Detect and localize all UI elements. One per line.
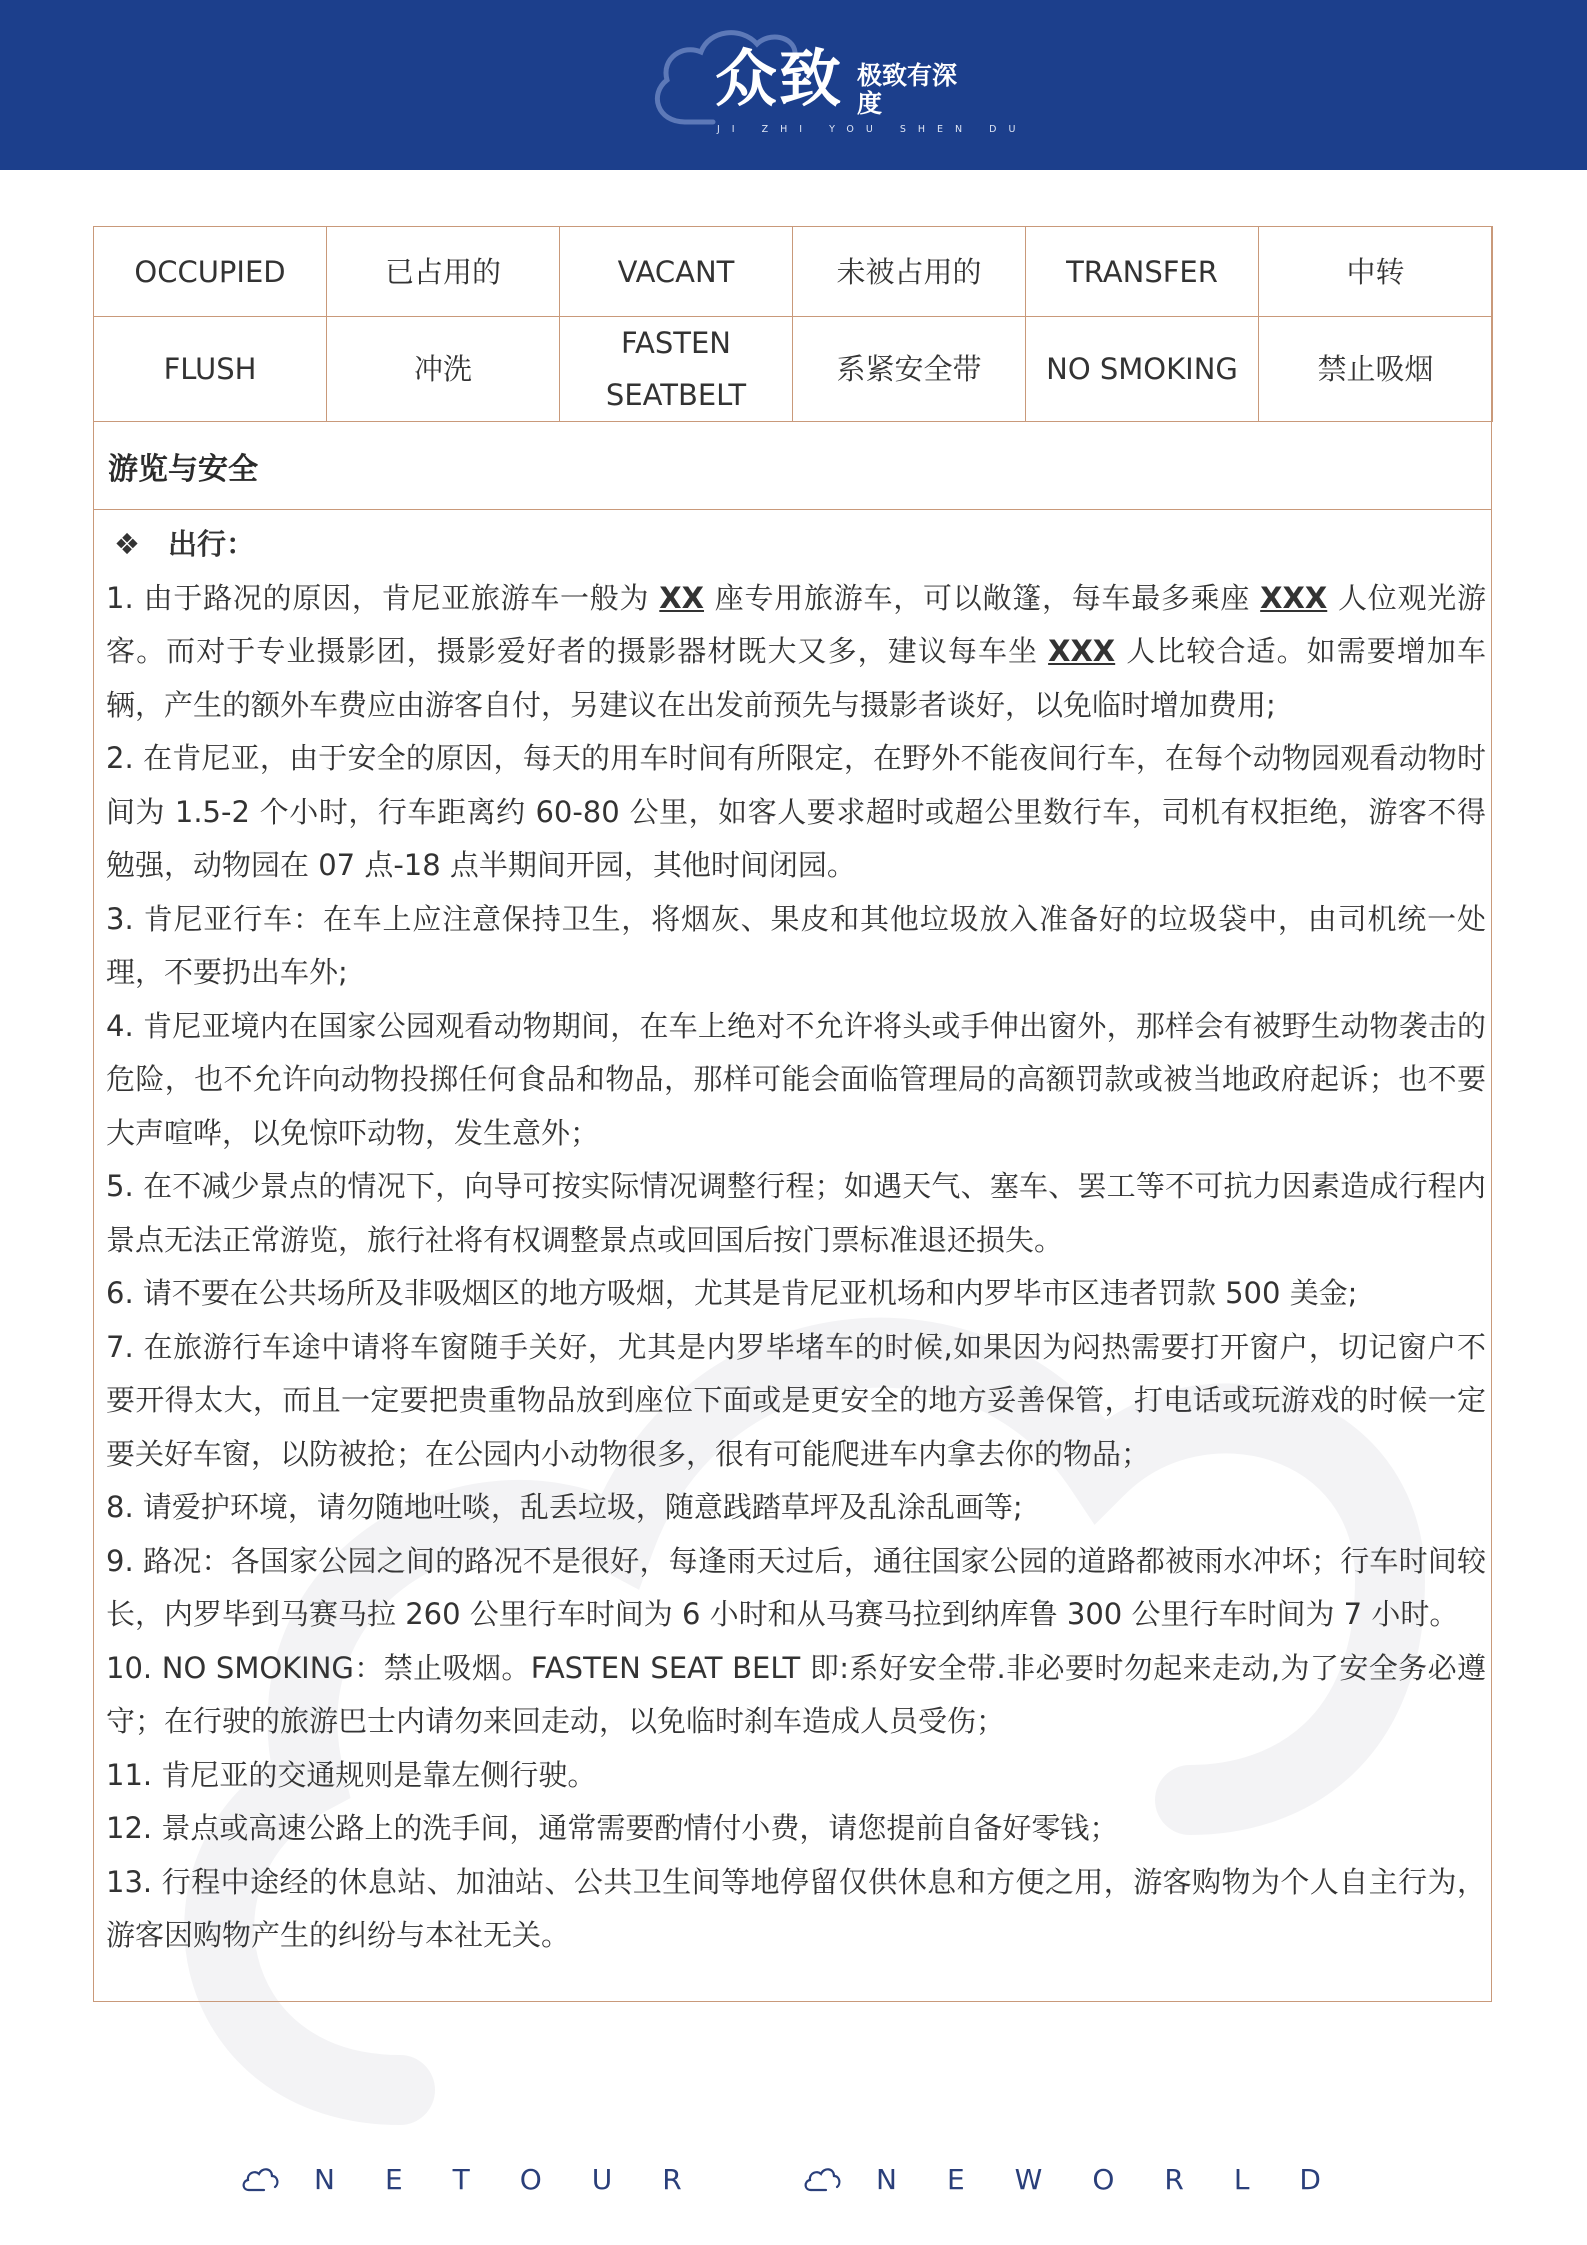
list-item: 13. 行程中途经的休息站、加油站、公共卫生间等地停留仅供休息和方便之用，游客购物为个人自主行为，游客因购物产生的纠纷与本社无关。: [106, 1864, 1486, 1952]
footer-text-left: NETOUR: [314, 2163, 732, 2196]
list-item: 7. 在旅游行车途中请将车窗随手关好，尤其是内罗毕堵车的时候,如果因为闷热需要打开窗户，切记窗户不要开得太大，而且一定要把贵重物品放到座位下面或是更安全的地方妥善保管，打电话或玩游戏的时候一定要关好车窗，以防被抢；在公园内小动物很多，很有可能爬进车内拿去你的物品；: [106, 1329, 1486, 1471]
text-run: 人位观光游客。而对于专业摄影团，摄影爱好者的摄影器材既大又多，建议每车坐: [106, 580, 1486, 668]
brand-name: 众致: [715, 42, 844, 115]
text-run: 1. 由于路况的原因，肯尼亚旅游车一般为: [106, 580, 650, 615]
table-row: [94, 317, 1493, 422]
list-item: [106, 572, 1486, 733]
table-row: [94, 227, 1493, 317]
list-item: 3. 肯尼亚行车：在车上应注意保持卫生，将烟灰、果皮和其他垃圾放入准备好的垃圾袋中，由司机统一处理，不要扔出车外;: [106, 901, 1486, 989]
blank-field: XXX: [1260, 580, 1328, 615]
table-cell: FASTEN SEATBELT: [560, 317, 793, 422]
glossary-table: [93, 226, 1493, 422]
table-cell: 冲洗: [327, 317, 560, 422]
page-footer: [240, 2160, 1400, 2200]
list-item: 5. 在不减少景点的情况下，向导可按实际情况调整行程；如遇天气、塞车、罢工等不可抗力因素造成行程内景点无法正常游览，旅行社将有权调整景点或回国后按门票标准退还损失。: [106, 1169, 1486, 1257]
brand-pinyin: JI ZHI YOU SHEN DU: [717, 124, 1028, 135]
blank-field: XXX: [1048, 634, 1116, 668]
table-cell: 中转: [1259, 227, 1493, 317]
section-header: [93, 422, 1492, 510]
list-item: 4. 肯尼亚境内在国家公园观看动物期间，在车上绝对不允许将头或手伸出窗外，那样会有被野生动物袭击的危险，也不允许向动物投掷任何食品和物品，那样可能会面临管理局的高额罚款或被当地政府起诉；也不要大声喧哗，以免惊吓动物，发生意外；: [106, 1008, 1486, 1150]
cloud-footer-icon: [802, 2160, 842, 2200]
diamond-bullet-icon: ❖: [114, 527, 140, 561]
list-item: 12. 景点或高速公路上的洗手间，通常需要酌情付小费，请您提前自备好零钱；: [106, 1811, 1119, 1845]
list-item: 9. 路况：各国家公园之间的路况不是很好，每逢雨天过后，通往国家公园的道路都被雨水冲坏；行车时间较长，内罗毕到马赛马拉 260 公里行车时间为 6 小时和从马赛马拉到纳库鲁 300 公里行车时间为 7 小时。: [106, 1543, 1486, 1631]
brand-logo: [645, 22, 1028, 147]
table-cell: 禁止吸烟: [1259, 317, 1493, 422]
subsection-title: 出行：: [168, 527, 256, 561]
blank-field: XX: [659, 580, 705, 615]
table-cell: 未被占用的: [793, 227, 1026, 317]
text-run: 座专用旅游车，可以敞篷，每车最多乘座: [714, 580, 1251, 615]
table-cell: OCCUPIED: [94, 227, 327, 317]
brand-slogan: 极致有深度: [857, 61, 958, 118]
page-header: [0, 0, 1587, 170]
table-cell: TRANSFER: [1026, 227, 1259, 317]
table-cell: VACANT: [560, 227, 793, 317]
subsection-heading: [106, 518, 1486, 572]
table-cell: FLUSH: [94, 317, 327, 422]
cloud-footer-icon: [240, 2160, 280, 2200]
text-run: 人比较合适。如需要增加车辆，产生的额外车费应由游客自付，另建议在出发前预先与摄影者谈好，以免临时增加费用;: [106, 634, 1486, 722]
section-content: [106, 518, 1486, 1963]
list-item: 2. 在肯尼亚，由于安全的原因，每天的用车时间有所限定，在野外不能夜间行车，在每个动物园观看动物时间为 1.5-2 个小时，行车距离约 60-80 公里，如客人要求超时或超公里数行车，司机有权拒绝，游客不得勉强，动物园在 07 点-18 点半期间开园，其他时间闭园。: [106, 741, 1486, 882]
table-cell: 系紧安全带: [793, 317, 1026, 422]
footer-text-right: NEWORLD: [876, 2163, 1371, 2196]
list-item: 11. 肯尼亚的交通规则是靠左侧行驶。: [106, 1757, 597, 1792]
list-item: 10. NO SMOKING：禁止吸烟。FASTEN SEAT BELT 即:系好安全带.非必要时勿起来走动,为了安全务必遵守；在行驶的旅游巴士内请勿来回走动，以免临时刹车造成人员受伤；: [106, 1650, 1486, 1738]
section-title: 游览与安全: [108, 452, 258, 487]
list-item: 6. 请不要在公共场所及非吸烟区的地方吸烟，尤其是肯尼亚机场和内罗毕市区违者罚款 500 美金;: [106, 1276, 1358, 1310]
list-item: 8. 请爱护环境，请勿随地吐啖，乱丢垃圾，随意践踏草坪及乱涂乱画等;: [106, 1490, 1023, 1524]
table-cell: 已占用的: [327, 227, 560, 317]
table-cell: NO SMOKING: [1026, 317, 1259, 422]
